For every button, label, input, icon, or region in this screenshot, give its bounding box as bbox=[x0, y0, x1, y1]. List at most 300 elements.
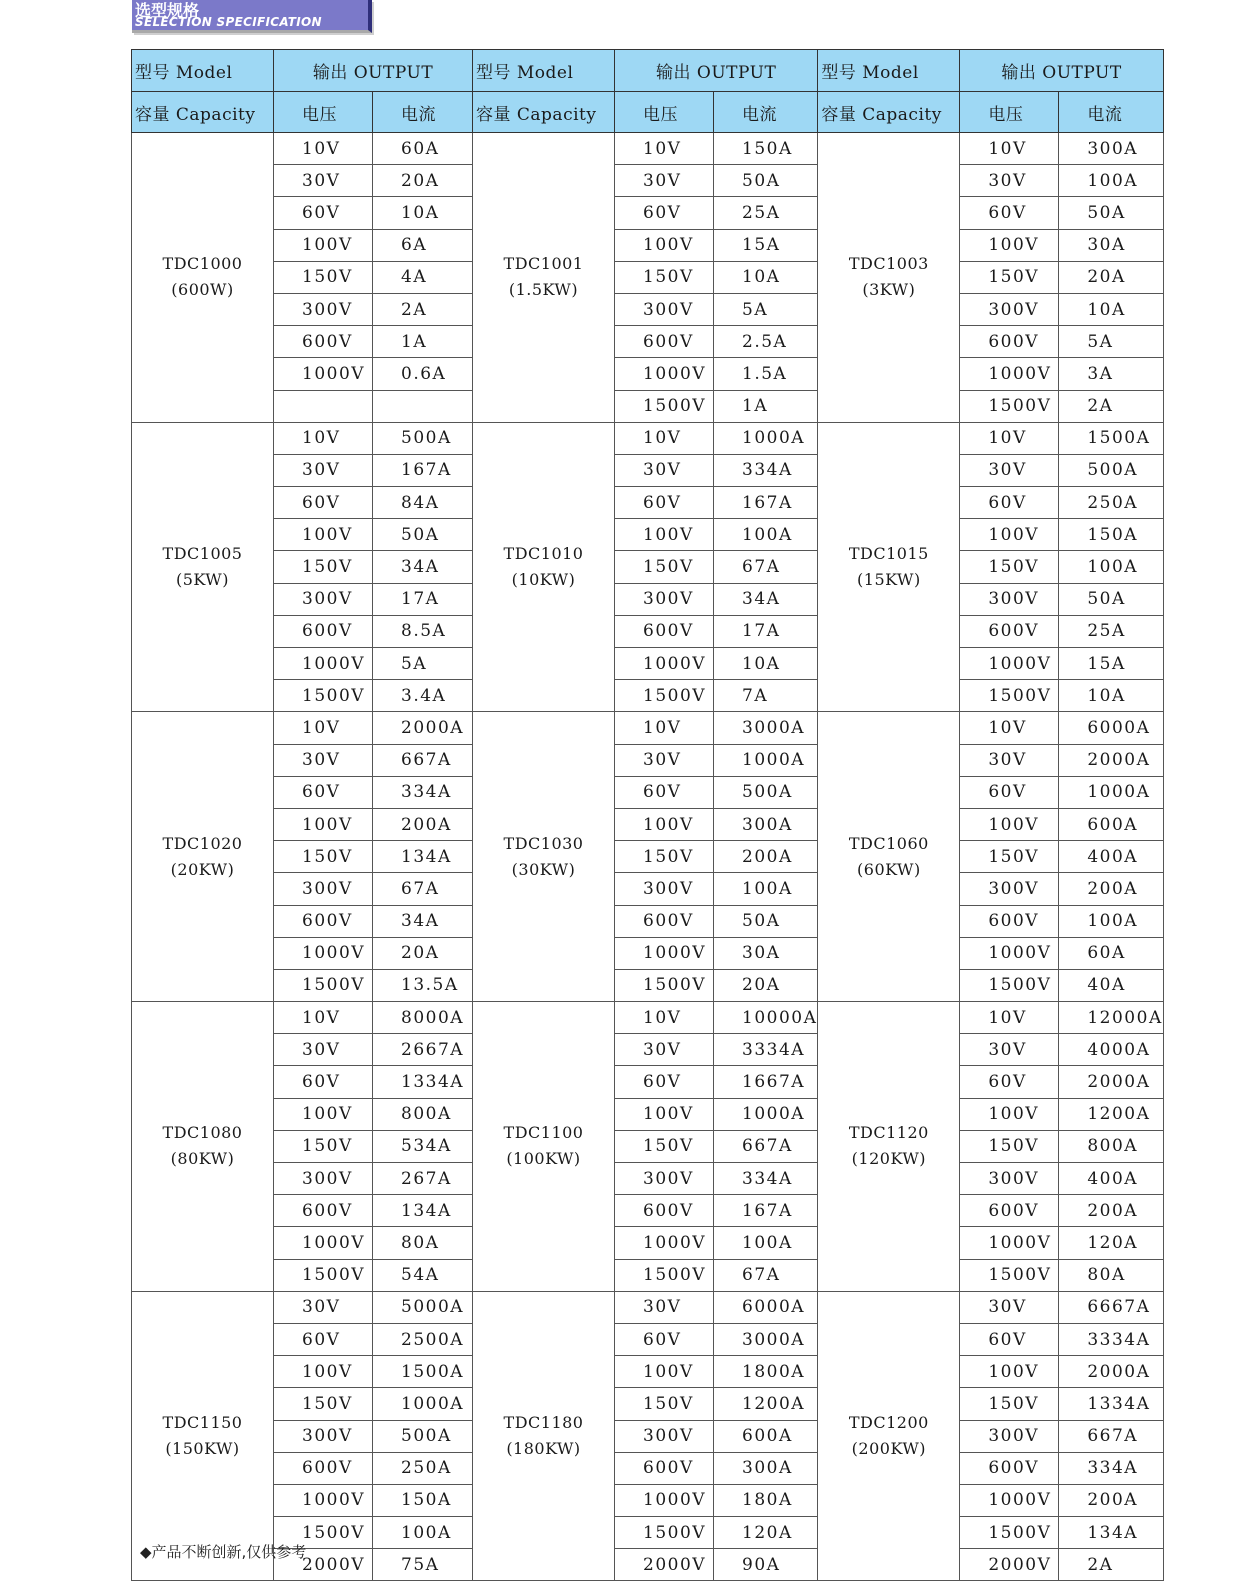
voltage-cell: 1500V bbox=[615, 1517, 714, 1549]
current-cell: 7A bbox=[714, 680, 818, 712]
voltage-cell: 2000V bbox=[960, 1549, 1059, 1581]
voltage-cell: 300V bbox=[615, 1420, 714, 1452]
current-cell: 300A bbox=[1059, 133, 1163, 165]
current-cell: 6667A bbox=[1059, 1291, 1163, 1323]
capacity-header: 容量 Capacity bbox=[473, 92, 615, 133]
current-cell: 25A bbox=[714, 197, 818, 229]
current-cell: 400A bbox=[1059, 841, 1163, 873]
current-cell: 10A bbox=[714, 648, 818, 680]
voltage-cell: 1000V bbox=[615, 1484, 714, 1516]
current-cell: 20A bbox=[1059, 261, 1163, 293]
table-row bbox=[132, 293, 1164, 325]
model-capacity: (1.5KW) bbox=[508, 280, 579, 300]
voltage-cell: 60V bbox=[274, 487, 373, 519]
voltage-cell: 600V bbox=[274, 905, 373, 937]
current-cell: 134A bbox=[1059, 1517, 1163, 1549]
model-capacity: (60KW) bbox=[857, 859, 921, 879]
voltage-cell: 100V bbox=[960, 519, 1059, 551]
current-cell: 500A bbox=[1059, 454, 1163, 486]
voltage-cell: 100V bbox=[615, 519, 714, 551]
voltage-cell: 100V bbox=[615, 1098, 714, 1130]
voltage-cell: 30V bbox=[960, 744, 1059, 776]
current-cell: 54A bbox=[373, 1259, 473, 1291]
table-row bbox=[132, 197, 1164, 229]
voltage-cell: 60V bbox=[274, 197, 373, 229]
current-cell: 1500A bbox=[1059, 422, 1163, 454]
current-cell: 1667A bbox=[714, 1066, 818, 1098]
table-row bbox=[132, 165, 1164, 197]
voltage-cell: 60V bbox=[960, 776, 1059, 808]
table-row bbox=[132, 358, 1164, 390]
voltage-cell: 30V bbox=[960, 1291, 1059, 1323]
current-header: 电流 bbox=[1059, 92, 1163, 133]
voltage-cell: 600V bbox=[615, 1195, 714, 1227]
voltage-cell: 100V bbox=[274, 1098, 373, 1130]
table-row bbox=[132, 422, 1164, 454]
table-row bbox=[132, 1098, 1164, 1130]
current-cell: 25A bbox=[1059, 615, 1163, 647]
current-cell: 67A bbox=[373, 873, 473, 905]
current-cell: 667A bbox=[373, 744, 473, 776]
current-cell: 334A bbox=[1059, 1452, 1163, 1484]
model-cell bbox=[132, 422, 274, 712]
voltage-cell: 30V bbox=[274, 1034, 373, 1066]
voltage-cell: 1500V bbox=[274, 1517, 373, 1549]
voltage-cell: 1000V bbox=[960, 648, 1059, 680]
table-row bbox=[132, 1452, 1164, 1484]
model-capacity: (3KW) bbox=[862, 280, 916, 300]
voltage-cell: 150V bbox=[274, 1388, 373, 1420]
current-cell: 1000A bbox=[714, 744, 818, 776]
table-row bbox=[132, 583, 1164, 615]
current-cell: 1000A bbox=[714, 422, 818, 454]
table-row bbox=[132, 1066, 1164, 1098]
current-cell: 2000A bbox=[1059, 1356, 1163, 1388]
voltage-cell: 1000V bbox=[274, 648, 373, 680]
current-cell: 134A bbox=[373, 841, 473, 873]
model-cell bbox=[132, 1291, 274, 1581]
voltage-cell: 600V bbox=[274, 1452, 373, 1484]
model-name: TDC1120 bbox=[848, 1123, 929, 1143]
current-cell: 500A bbox=[373, 1420, 473, 1452]
voltage-cell: 1500V bbox=[960, 1517, 1059, 1549]
voltage-header: 电压 bbox=[960, 92, 1059, 133]
voltage-cell: 30V bbox=[615, 1034, 714, 1066]
model-name: TDC1100 bbox=[503, 1123, 584, 1143]
section-title-zh: 选型规格 bbox=[135, 1, 200, 20]
voltage-cell: 60V bbox=[615, 776, 714, 808]
model-capacity: (150KW) bbox=[165, 1439, 240, 1459]
current-cell: 1334A bbox=[373, 1066, 473, 1098]
current-cell: 534A bbox=[373, 1130, 473, 1162]
voltage-cell: 100V bbox=[960, 1098, 1059, 1130]
voltage-cell: 600V bbox=[615, 905, 714, 937]
current-cell: 5A bbox=[373, 648, 473, 680]
current-cell: 200A bbox=[714, 841, 818, 873]
current-cell: 5000A bbox=[373, 1291, 473, 1323]
model-name: TDC1015 bbox=[848, 544, 929, 564]
current-cell: 34A bbox=[373, 551, 473, 583]
voltage-cell: 10V bbox=[274, 133, 373, 165]
current-header: 电流 bbox=[373, 92, 473, 133]
voltage-cell: 10V bbox=[960, 133, 1059, 165]
current-cell: 15A bbox=[714, 229, 818, 261]
current-cell: 50A bbox=[714, 905, 818, 937]
voltage-cell: 1000V bbox=[960, 1227, 1059, 1259]
current-cell: 334A bbox=[373, 776, 473, 808]
voltage-cell: 600V bbox=[960, 615, 1059, 647]
voltage-cell: 1000V bbox=[274, 1227, 373, 1259]
current-cell: 50A bbox=[373, 519, 473, 551]
current-cell: 30A bbox=[1059, 229, 1163, 261]
voltage-cell: 100V bbox=[274, 519, 373, 551]
current-cell: 67A bbox=[714, 1259, 818, 1291]
table-row bbox=[132, 390, 1164, 422]
model-cell bbox=[473, 1002, 615, 1292]
model-capacity: (30KW) bbox=[511, 859, 576, 879]
current-cell: 167A bbox=[373, 454, 473, 486]
voltage-cell: 150V bbox=[960, 1388, 1059, 1420]
current-cell: 167A bbox=[714, 487, 818, 519]
current-cell: 34A bbox=[714, 583, 818, 615]
current-cell: 1A bbox=[714, 390, 818, 422]
voltage-cell: 1000V bbox=[960, 937, 1059, 969]
voltage-cell: 2000V bbox=[274, 1549, 373, 1581]
capacity-header: 容量 Capacity bbox=[132, 92, 274, 133]
voltage-cell: 10V bbox=[615, 1002, 714, 1034]
current-cell: 6000A bbox=[1059, 712, 1163, 744]
current-cell: 120A bbox=[1059, 1227, 1163, 1259]
current-cell: 250A bbox=[373, 1452, 473, 1484]
voltage-cell: 30V bbox=[960, 165, 1059, 197]
table-row bbox=[132, 551, 1164, 583]
current-cell: 1500A bbox=[373, 1356, 473, 1388]
model-cell bbox=[132, 1002, 274, 1292]
current-cell: 20A bbox=[373, 165, 473, 197]
current-cell: 3000A bbox=[714, 1323, 818, 1355]
voltage-cell: 10V bbox=[615, 133, 714, 165]
current-cell: 100A bbox=[714, 873, 818, 905]
current-cell: 8000A bbox=[373, 1002, 473, 1034]
voltage-cell: 150V bbox=[274, 1130, 373, 1162]
voltage-cell: 300V bbox=[615, 293, 714, 325]
model-name: TDC1001 bbox=[503, 254, 584, 274]
model-name: TDC1200 bbox=[848, 1413, 929, 1433]
voltage-cell: 60V bbox=[615, 1323, 714, 1355]
table-row bbox=[132, 937, 1164, 969]
voltage-cell: 600V bbox=[615, 1452, 714, 1484]
current-cell: 600A bbox=[1059, 808, 1163, 840]
current-cell: 100A bbox=[1059, 905, 1163, 937]
voltage-cell: 1500V bbox=[274, 680, 373, 712]
current-cell: 100A bbox=[714, 1227, 818, 1259]
voltage-cell: 30V bbox=[274, 454, 373, 486]
current-header: 电流 bbox=[714, 92, 818, 133]
current-cell: 3334A bbox=[1059, 1323, 1163, 1355]
current-cell: 3334A bbox=[714, 1034, 818, 1066]
current-cell: 800A bbox=[373, 1098, 473, 1130]
voltage-cell: 10V bbox=[960, 422, 1059, 454]
table-row bbox=[132, 454, 1164, 486]
voltage-cell: 1500V bbox=[960, 969, 1059, 1001]
current-cell: 2A bbox=[1059, 1549, 1163, 1581]
voltage-cell: 1500V bbox=[615, 680, 714, 712]
current-cell: 10A bbox=[1059, 293, 1163, 325]
voltage-cell: 30V bbox=[960, 454, 1059, 486]
voltage-cell: 600V bbox=[960, 1452, 1059, 1484]
model-capacity: (80KW) bbox=[170, 1149, 235, 1169]
voltage-cell: 100V bbox=[615, 229, 714, 261]
voltage-cell: 300V bbox=[274, 583, 373, 615]
voltage-cell: 100V bbox=[274, 808, 373, 840]
table-row bbox=[132, 808, 1164, 840]
model-cell bbox=[818, 1002, 960, 1292]
output-header: 输出 OUTPUT bbox=[960, 50, 1163, 92]
current-cell: 200A bbox=[1059, 873, 1163, 905]
current-cell: 60A bbox=[373, 133, 473, 165]
voltage-cell: 100V bbox=[615, 808, 714, 840]
voltage-cell: 1500V bbox=[615, 390, 714, 422]
table-row bbox=[132, 712, 1164, 744]
current-cell: 134A bbox=[373, 1195, 473, 1227]
current-cell: 100A bbox=[1059, 165, 1163, 197]
voltage-cell: 300V bbox=[960, 293, 1059, 325]
voltage-cell: 30V bbox=[615, 454, 714, 486]
voltage-cell: 1500V bbox=[960, 390, 1059, 422]
voltage-cell: 10V bbox=[615, 422, 714, 454]
current-cell: 2000A bbox=[373, 712, 473, 744]
voltage-cell: 60V bbox=[960, 1323, 1059, 1355]
current-cell: 15A bbox=[1059, 648, 1163, 680]
model-capacity: (200KW) bbox=[851, 1439, 927, 1459]
table-row bbox=[132, 1388, 1164, 1420]
current-cell: 400A bbox=[1059, 1163, 1163, 1195]
current-cell: 4A bbox=[373, 261, 473, 293]
voltage-cell: 100V bbox=[274, 229, 373, 261]
voltage-cell: 150V bbox=[274, 261, 373, 293]
current-cell: 84A bbox=[373, 487, 473, 519]
current-cell: 6000A bbox=[714, 1291, 818, 1323]
current-cell: 800A bbox=[1059, 1130, 1163, 1162]
current-cell: 50A bbox=[714, 165, 818, 197]
current-cell: 10000A bbox=[714, 1002, 818, 1034]
table-row bbox=[132, 873, 1164, 905]
table-row bbox=[132, 487, 1164, 519]
voltage-cell: 30V bbox=[615, 165, 714, 197]
current-cell: 167A bbox=[714, 1195, 818, 1227]
current-cell: 1000A bbox=[1059, 776, 1163, 808]
current-cell: 3000A bbox=[714, 712, 818, 744]
voltage-cell: 30V bbox=[274, 744, 373, 776]
current-cell: 2A bbox=[1059, 390, 1163, 422]
voltage-cell: 600V bbox=[274, 615, 373, 647]
model-cell bbox=[132, 133, 274, 423]
voltage-cell: 60V bbox=[960, 1066, 1059, 1098]
current-cell: 75A bbox=[373, 1549, 473, 1581]
model-header: 型号 Model bbox=[132, 50, 274, 92]
voltage-cell: 1000V bbox=[615, 648, 714, 680]
model-cell bbox=[818, 1291, 960, 1581]
model-name: TDC1030 bbox=[503, 833, 584, 853]
model-header: 型号 Model bbox=[473, 50, 615, 92]
model-name: TDC1003 bbox=[848, 254, 929, 274]
table-row bbox=[132, 1356, 1164, 1388]
current-cell: 180A bbox=[714, 1484, 818, 1516]
header-row-2 bbox=[132, 92, 1164, 133]
voltage-cell: 30V bbox=[615, 744, 714, 776]
voltage-cell: 600V bbox=[615, 326, 714, 358]
current-cell: 1200A bbox=[1059, 1098, 1163, 1130]
current-cell: 12000A bbox=[1059, 1002, 1163, 1034]
current-cell: 1000A bbox=[373, 1388, 473, 1420]
model-name: TDC1150 bbox=[162, 1413, 243, 1433]
current-cell: 334A bbox=[714, 1163, 818, 1195]
model-capacity: (120KW) bbox=[851, 1149, 927, 1169]
table-row bbox=[132, 326, 1164, 358]
current-cell: 150A bbox=[1059, 519, 1163, 551]
current-cell: 267A bbox=[373, 1163, 473, 1195]
current-cell: 100A bbox=[1059, 551, 1163, 583]
current-cell: 1200A bbox=[714, 1388, 818, 1420]
model-capacity: (600W) bbox=[171, 280, 234, 300]
voltage-header: 电压 bbox=[274, 92, 373, 133]
voltage-cell: 300V bbox=[274, 1163, 373, 1195]
voltage-cell: 1000V bbox=[615, 358, 714, 390]
voltage-cell: 300V bbox=[960, 1163, 1059, 1195]
current-cell: 120A bbox=[714, 1517, 818, 1549]
voltage-header: 电压 bbox=[615, 92, 714, 133]
current-cell: 50A bbox=[1059, 583, 1163, 615]
voltage-cell: 150V bbox=[274, 551, 373, 583]
table-row bbox=[132, 1195, 1164, 1227]
voltage-cell: 1500V bbox=[615, 1259, 714, 1291]
current-cell: 8.5A bbox=[373, 615, 473, 647]
voltage-cell: 300V bbox=[274, 873, 373, 905]
voltage-cell: 150V bbox=[615, 1130, 714, 1162]
voltage-cell: 150V bbox=[960, 841, 1059, 873]
voltage-cell: 150V bbox=[960, 261, 1059, 293]
capacity-header: 容量 Capacity bbox=[818, 92, 960, 133]
current-cell: 200A bbox=[373, 808, 473, 840]
voltage-cell: 100V bbox=[960, 1356, 1059, 1388]
voltage-cell: 300V bbox=[615, 1163, 714, 1195]
table-row bbox=[132, 744, 1164, 776]
voltage-cell: 60V bbox=[615, 1066, 714, 1098]
voltage-cell: 600V bbox=[274, 1195, 373, 1227]
current-cell: 200A bbox=[1059, 1484, 1163, 1516]
model-name: TDC1060 bbox=[848, 833, 929, 853]
voltage-cell: 100V bbox=[960, 808, 1059, 840]
current-cell: 40A bbox=[1059, 969, 1163, 1001]
header-row-1 bbox=[132, 50, 1164, 92]
current-cell: 0.6A bbox=[373, 358, 473, 390]
voltage-cell: 150V bbox=[615, 841, 714, 873]
voltage-cell: 600V bbox=[960, 1195, 1059, 1227]
current-cell: 80A bbox=[1059, 1259, 1163, 1291]
table-row bbox=[132, 615, 1164, 647]
voltage-cell: 60V bbox=[274, 1323, 373, 1355]
voltage-cell: 10V bbox=[274, 1002, 373, 1034]
current-cell: 34A bbox=[373, 905, 473, 937]
current-cell: 17A bbox=[714, 615, 818, 647]
current-cell: 100A bbox=[714, 519, 818, 551]
current-cell: 1000A bbox=[714, 1098, 818, 1130]
voltage-cell: 150V bbox=[615, 551, 714, 583]
voltage-cell: 300V bbox=[615, 873, 714, 905]
current-cell: 1334A bbox=[1059, 1388, 1163, 1420]
current-cell: 2A bbox=[373, 293, 473, 325]
model-name: TDC1010 bbox=[503, 544, 584, 564]
voltage-cell: 150V bbox=[960, 1130, 1059, 1162]
table-row bbox=[132, 680, 1164, 712]
table-row bbox=[132, 1323, 1164, 1355]
voltage-cell: 150V bbox=[615, 261, 714, 293]
current-cell: 10A bbox=[373, 197, 473, 229]
model-capacity: (15KW) bbox=[857, 570, 921, 590]
voltage-cell: 60V bbox=[274, 776, 373, 808]
current-cell: 500A bbox=[373, 422, 473, 454]
model-header: 型号 Model bbox=[818, 50, 960, 92]
voltage-cell: 1000V bbox=[274, 937, 373, 969]
voltage-cell: 1500V bbox=[615, 969, 714, 1001]
table-row bbox=[132, 1291, 1164, 1323]
current-cell: 3A bbox=[1059, 358, 1163, 390]
current-cell: 17A bbox=[373, 583, 473, 615]
voltage-cell: 300V bbox=[960, 1420, 1059, 1452]
current-cell: 100A bbox=[373, 1517, 473, 1549]
voltage-cell: 1500V bbox=[960, 680, 1059, 712]
table-row bbox=[132, 261, 1164, 293]
table-row bbox=[132, 133, 1164, 165]
voltage-cell: 60V bbox=[615, 487, 714, 519]
model-name: TDC1005 bbox=[162, 544, 243, 564]
voltage-cell: 60V bbox=[960, 487, 1059, 519]
table-row bbox=[132, 1227, 1164, 1259]
current-cell: 20A bbox=[714, 969, 818, 1001]
voltage-cell: 10V bbox=[960, 712, 1059, 744]
current-cell bbox=[373, 390, 473, 422]
current-cell: 150A bbox=[714, 133, 818, 165]
voltage-cell: 300V bbox=[274, 293, 373, 325]
voltage-cell: 600V bbox=[960, 326, 1059, 358]
current-cell: 5A bbox=[714, 293, 818, 325]
model-cell bbox=[818, 712, 960, 1002]
table-row bbox=[132, 519, 1164, 551]
table-row bbox=[132, 648, 1164, 680]
current-cell: 1A bbox=[373, 326, 473, 358]
current-cell: 80A bbox=[373, 1227, 473, 1259]
current-cell: 667A bbox=[1059, 1420, 1163, 1452]
model-capacity: (100KW) bbox=[506, 1149, 581, 1169]
current-cell: 300A bbox=[714, 1452, 818, 1484]
voltage-cell: 30V bbox=[274, 165, 373, 197]
current-cell: 2500A bbox=[373, 1323, 473, 1355]
current-cell: 500A bbox=[714, 776, 818, 808]
voltage-cell: 1000V bbox=[274, 358, 373, 390]
voltage-cell: 1500V bbox=[960, 1259, 1059, 1291]
voltage-cell: 150V bbox=[274, 841, 373, 873]
current-cell: 667A bbox=[714, 1130, 818, 1162]
voltage-cell: 1500V bbox=[274, 1259, 373, 1291]
table-row bbox=[132, 1130, 1164, 1162]
voltage-cell: 30V bbox=[615, 1291, 714, 1323]
table-row bbox=[132, 776, 1164, 808]
table-row bbox=[132, 1420, 1164, 1452]
voltage-cell bbox=[274, 390, 373, 422]
voltage-cell: 100V bbox=[960, 229, 1059, 261]
current-cell: 1.5A bbox=[714, 358, 818, 390]
voltage-cell: 1000V bbox=[960, 358, 1059, 390]
